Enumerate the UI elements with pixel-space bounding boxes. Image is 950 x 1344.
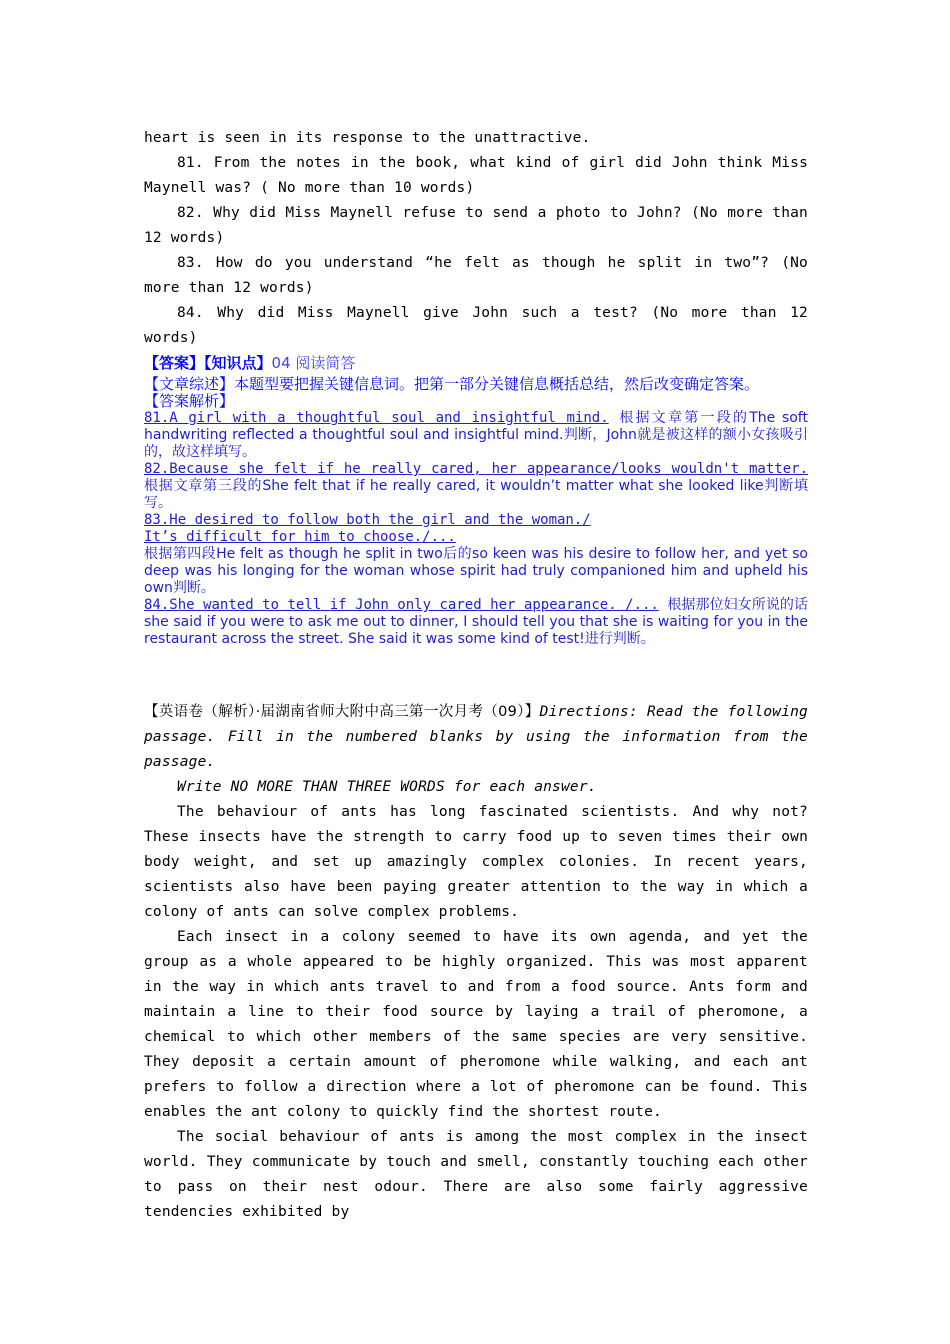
answer-83-text-a: 83.He desired to follow both the girl and the woman./ [144,512,591,528]
answer-81 [144,410,808,461]
answer-81-note: 根据文章第一段的The soft handwriting reflected a thoughtful soul and insightful mind.判断，John就是被这样的额小女孩吸引的，故这样填写。 [144,410,808,460]
passage-paragraph-1: The behaviour of ants has long fascinated scientists. And why not? These insects have the strength to carry food up to seven times their own body weight, and set up amazingly complex colonies. In recent years, scientists also have been paying greater attention to the way in which a colony of ants can solve complex problems. [144,804,808,920]
question-83: 83. How do you understand “he felt as though he split in two”? (No more than 12 words) [144,255,808,296]
answer-heading [144,355,808,372]
question-82: 82. Why did Miss Maynell refuse to send a photo to John? (No more than 12 words) [144,205,808,246]
answer-82-text: 82.Because she felt if he really cared, her appearance/looks wouldn't matter. [144,461,808,477]
answer-82-note: 根据文章第三段的She felt that if he really cared, it wouldn’t matter what she looked like判断填写。 [144,478,808,511]
word-limit-instruction: Write NO MORE THAN THREE WORDS for each answer. [177,779,597,795]
question-81: 81. From the notes in the book, what kind of girl did John think Miss Maynell was? ( No more than 10 words) [144,155,808,196]
next-section-header [144,700,808,775]
page-content [144,126,808,1225]
passage-tail: heart is seen in its response to the unattractive. [144,130,591,146]
passage-paragraph-3: The social behaviour of ants is among the most complex in the insect world. They communicate by touch and smell, constantly touching each other to pass on their nest odour. There are also some fairly aggressive tendencies exhibited by [144,1129,808,1220]
answer-84 [144,597,808,648]
answer-84-text: 84.She wanted to tell if John only cared her appearance. /... [144,597,659,613]
knowledge-point-text: 04 阅读简答 [271,354,356,372]
answer-83-note: 根据第四段He felt as though he split in two后的so keen was his desire to follow her, and yet so deep was his longing for the woman whose spirit had truly companioned him and upheld his own判断。 [144,546,808,596]
answer-82 [144,461,808,512]
answer-84-note: 根据那位妇女所说的话she said if you were to ask me out to dinner, I should tell you that she is waiting for you in the restaurant across the street. She said it was some kind of test!进行判断。 [144,597,808,647]
directions-text: Directions: Read the following passage. Fill in the numbered blanks by using the information from the passage. [144,704,808,770]
answer-83-text-b: It’s difficult for him to choose./... [144,529,456,545]
question-84: 84. Why did Miss Maynell give John such a test? (No more than 12 words) [144,305,808,346]
answer-83 [144,512,808,597]
knowledge-point-tag: 【知识点】 [204,354,272,372]
section-gap [144,648,808,700]
source-label: 【英语卷（解析）·届湖南省师大附中高三第一次月考（09）】 [144,704,540,720]
article-summary: 【文章综述】本题型要把握关键信息词。把第一部分关键信息概括总结，然后改变确定答案。 [144,375,760,393]
analysis-title: 【答案解析】 [144,392,235,410]
passage-paragraph-2: Each insect in a colony seemed to have its own agenda, and yet the group as a whole appeared to be highly organized. This was most apparent in the way in which ants travel to and from a food source. Ants form and maintain a line to their food source by laying a trail of pheromone, a chemical to which other members of the same species are very sensitive. They deposit a certain amount of pheromone while walking, and each ant prefers to follow a direction where a lot of pheromone can be found. This enables the ant colony to quickly find the shortest route. [144,929,808,1120]
answer-tag: 【答案】 [144,354,205,372]
answer-81-text: 81.A girl with a thoughtful soul and insightful mind. [144,410,609,426]
